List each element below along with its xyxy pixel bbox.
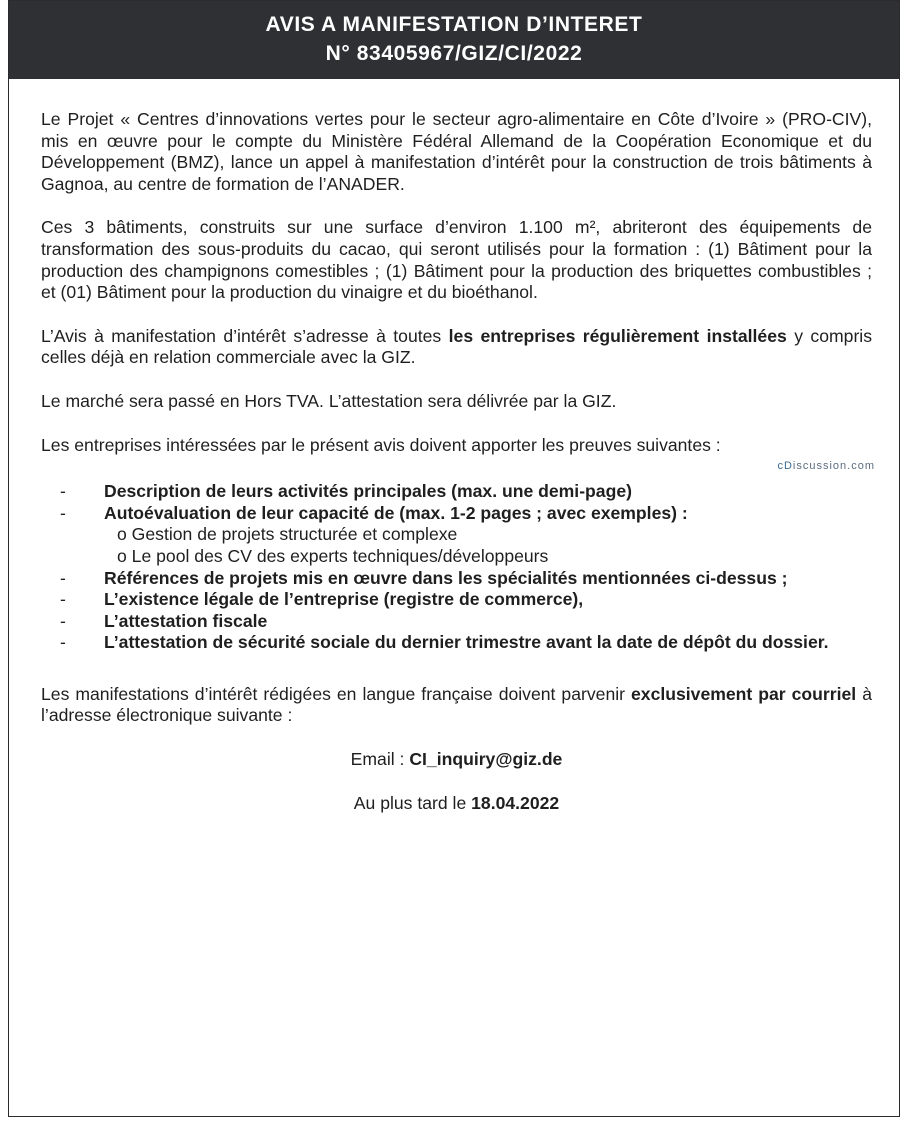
list-item (41, 589, 872, 611)
proofs-intro-paragraph: Les entreprises intéressées par le présent avis doivent apporter les preuves suivantes : (41, 434, 721, 455)
list-item (41, 568, 872, 590)
notice-title: AVIS A MANIFESTATION D’INTERET (265, 13, 643, 36)
sub-list (104, 524, 872, 567)
submission-text-bold: exclusivement par courriel (631, 683, 857, 704)
list-dash: - (60, 589, 66, 610)
sub-list-item: o Gestion de projets structurée et complexe (117, 524, 458, 545)
requirements-list (41, 481, 872, 654)
list-item (41, 503, 872, 568)
list-item (41, 611, 872, 633)
intro-paragraph: Le Projet « Centres d’innovations vertes pour le secteur agro-alimentaire en Côte d’Ivoire » (PRO-CIV), mis en œuvre pour le compte du Ministère Fédéral Allemand de la Coopération Economique et du Développement (BMZ), lance un appel à manifestation d’intérêt pour la construction de trois bâtiments à Gagnoa, au centre de formation de l’ANADER. (41, 109, 872, 194)
requirement-text: Autoévaluation de leur capacité de (max. 1-2 pages ; avec exemples) : (104, 502, 688, 523)
submission-text-start: Les manifestations d’intérêt rédigées en langue française doivent parvenir (41, 683, 631, 704)
submission-paragraph (41, 684, 872, 727)
eligibility-text-start: L’Avis à manifestation d’intérêt s’adresse à toutes (41, 325, 449, 346)
sub-list-item: o Le pool des CV des experts techniques/développeurs (117, 545, 549, 566)
requirement-text: Description de leurs activités principales (max. une demi-page) (104, 481, 632, 502)
email-line (41, 749, 872, 771)
watermark-text-a: cD (777, 460, 793, 473)
notice-header (9, 1, 899, 79)
notice-frame (8, 0, 900, 1117)
buildings-paragraph: Ces 3 bâtiments, construits sur une surface d’environ 1.100 m², abriteront des équipements de transformation des sous-produits du cacao, qui seront utilisés pour la formation : (1) Bâtiment pour la production des champignons comestibles ; (1) Bâtiment pour la production des briquettes combustibles ; et (01) Bâtiment pour la production du vinaigre et du bioéthanol. (41, 217, 872, 303)
list-item (41, 481, 872, 503)
notice-body (41, 109, 875, 814)
email-address: CI_inquiry@giz.de (409, 749, 563, 770)
notice-reference-number: N° 83405967/GIZ/CI/2022 (325, 42, 583, 65)
list-dash: - (60, 632, 66, 653)
submission-text-end: à l’adresse électronique suivante : (41, 683, 872, 726)
requirement-text: Références de projets mis en œuvre dans les spécialités mentionnées ci-dessus ; (104, 567, 788, 588)
list-dash: - (60, 481, 66, 502)
watermark (41, 459, 875, 481)
list-dash: - (60, 610, 66, 631)
requirement-text: L’attestation fiscale (104, 610, 268, 631)
deadline-label: Au plus tard le (353, 792, 472, 813)
watermark-text-b: iscussion.com (792, 460, 875, 473)
list-dash: - (60, 567, 66, 588)
eligibility-paragraph (41, 326, 872, 369)
deadline-line (41, 793, 872, 815)
eligibility-text-end: y compris celles déjà en relation commerciale avec la GIZ. (41, 325, 873, 368)
email-label: Email : (350, 749, 410, 770)
requirement-text: L’existence légale de l’entreprise (registre de commerce), (104, 589, 584, 610)
requirement-text: L’attestation de sécurité sociale du dernier trimestre avant la date de dépôt du dossier. (104, 632, 829, 653)
tax-paragraph: Le marché sera passé en Hors TVA. L’attestation sera délivrée par la GIZ. (41, 390, 617, 411)
list-dash: - (60, 502, 66, 523)
eligibility-text-bold: les entreprises régulièrement installées (448, 325, 787, 346)
deadline-date: 18.04.2022 (471, 792, 560, 813)
list-item (41, 632, 872, 654)
